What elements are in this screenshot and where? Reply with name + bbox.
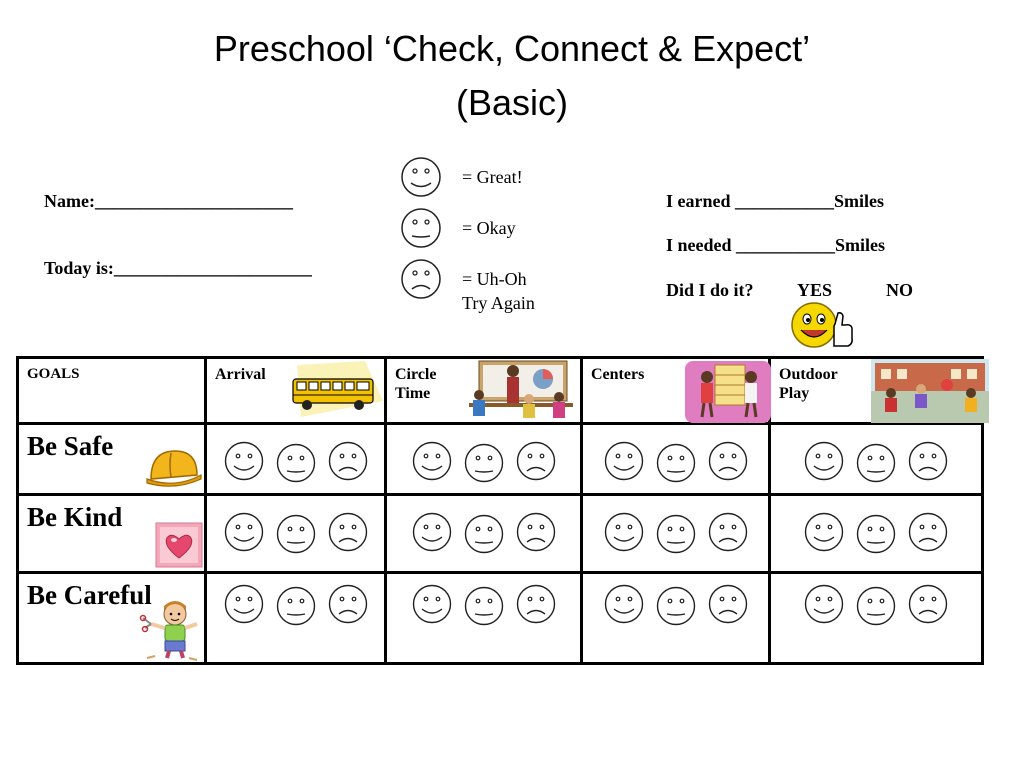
goal-label-be-safe: Be Safe [27,431,114,461]
table-row-be-careful [18,573,983,664]
name-label: Name: [44,191,95,211]
hard-hat-icon [145,445,203,494]
happy-face-icon[interactable] [804,512,844,552]
sad-face-icon[interactable] [908,584,948,624]
legend-uhoh-text [462,267,535,315]
goals-header-cell [18,358,206,424]
happy-face-icon[interactable] [804,584,844,624]
column-header-label: Arrival [215,366,266,383]
column-header-arrival [206,358,386,424]
legend-sad-face-icon [400,258,442,305]
legend-uhoh-line2: Try Again [462,293,535,313]
rating-cell[interactable] [386,495,582,573]
sad-face-icon[interactable] [908,512,948,552]
sad-face-icon[interactable] [708,512,748,552]
neutral-face-icon[interactable] [856,586,896,626]
rating-cell[interactable] [206,495,386,573]
today-label: Today is: [44,258,114,278]
table-row-be-safe [18,424,983,495]
sad-face-icon[interactable] [708,584,748,624]
neutral-face-icon[interactable] [276,514,316,554]
happy-face-icon[interactable] [224,512,264,552]
rating-cell[interactable] [386,573,582,664]
did-i-do-it-question: Did I do it? [666,280,754,300]
rating-cell[interactable] [386,424,582,495]
neutral-face-icon[interactable] [856,443,896,483]
column-header-label: Circle [395,366,437,383]
column-header-label-2: Time [395,385,431,402]
sad-face-icon[interactable] [328,584,368,624]
rating-cell[interactable] [582,573,770,664]
page-title [0,22,1024,130]
sad-face-icon[interactable] [516,512,556,552]
column-header-label: Outdoor [779,366,838,383]
legend-okay-text: = Okay [462,218,516,238]
title-line1: Preschool ‘Check, Connect & Expect’ [213,28,811,69]
rating-cell[interactable] [206,573,386,664]
needed-prefix: I needed [666,235,737,255]
behavior-chart-table [16,356,984,665]
outdoor-play-icon [871,359,989,428]
goal-cell-be-kind [18,495,206,573]
neutral-face-icon[interactable] [464,443,504,483]
legend-neutral-face-icon [400,207,442,254]
neutral-face-icon[interactable] [464,586,504,626]
rating-cell[interactable] [770,573,983,664]
school-bus-icon [287,361,383,424]
neutral-face-icon[interactable] [856,514,896,554]
neutral-face-icon[interactable] [656,443,696,483]
goal-label-be-careful: Be Careful [27,580,152,610]
centers-activity-icon [685,359,771,430]
today-field[interactable] [44,258,312,279]
happy-face-icon[interactable] [224,584,264,624]
needed-suffix: Smiles [835,235,886,255]
sad-face-icon[interactable] [708,441,748,481]
earned-blank[interactable]: ___________ [735,191,834,211]
sad-face-icon[interactable] [908,441,948,481]
happy-face-icon[interactable] [412,584,452,624]
thumbs-up-smiley-icon [790,300,858,357]
sad-face-icon[interactable] [328,512,368,552]
rating-cell[interactable] [582,424,770,495]
goal-cell-be-careful [18,573,206,664]
child-with-scissors-icon [139,598,205,667]
today-blank[interactable]: ______________________ [113,258,312,278]
table-row-be-kind [18,495,983,573]
rating-cell[interactable] [206,424,386,495]
column-header-label: Centers [591,366,645,383]
needed-line [666,235,885,256]
name-field[interactable] [44,191,293,212]
neutral-face-icon[interactable] [656,586,696,626]
column-header-label-2: Play [779,385,810,402]
rating-cell[interactable] [582,495,770,573]
neutral-face-icon[interactable] [464,514,504,554]
happy-face-icon[interactable] [412,441,452,481]
earned-suffix: Smiles [834,191,885,211]
goal-label-be-kind: Be Kind [27,502,123,532]
earned-prefix: I earned [666,191,735,211]
happy-face-icon[interactable] [804,441,844,481]
no-option[interactable]: NO [886,280,913,300]
rating-cell[interactable] [770,495,983,573]
neutral-face-icon[interactable] [276,443,316,483]
happy-face-icon[interactable] [604,512,644,552]
happy-face-icon[interactable] [412,512,452,552]
column-header-outdoor-play [770,358,983,424]
heart-icon [155,522,203,573]
legend-great-text: = Great! [462,167,523,187]
table-header-row [18,358,983,424]
goals-header: GOALS [27,366,80,382]
happy-face-icon[interactable] [604,441,644,481]
title-line2: (Basic) [455,82,568,123]
name-blank[interactable]: ______________________ [94,191,293,211]
happy-face-icon[interactable] [224,441,264,481]
sad-face-icon[interactable] [516,584,556,624]
sad-face-icon[interactable] [328,441,368,481]
rating-cell[interactable] [770,424,983,495]
sad-face-icon[interactable] [516,441,556,481]
neutral-face-icon[interactable] [656,514,696,554]
circle-time-classroom-icon [465,359,575,426]
column-header-circle-time [386,358,582,424]
earned-line [666,191,884,212]
goal-cell-be-safe [18,424,206,495]
legend-happy-face-icon [400,156,442,203]
happy-face-icon[interactable] [604,584,644,624]
yes-option[interactable]: YES [797,280,833,300]
neutral-face-icon[interactable] [276,586,316,626]
column-header-centers [582,358,770,424]
needed-blank[interactable]: ___________ [736,235,836,255]
legend-uhoh-line1: = Uh-Oh [462,269,527,289]
